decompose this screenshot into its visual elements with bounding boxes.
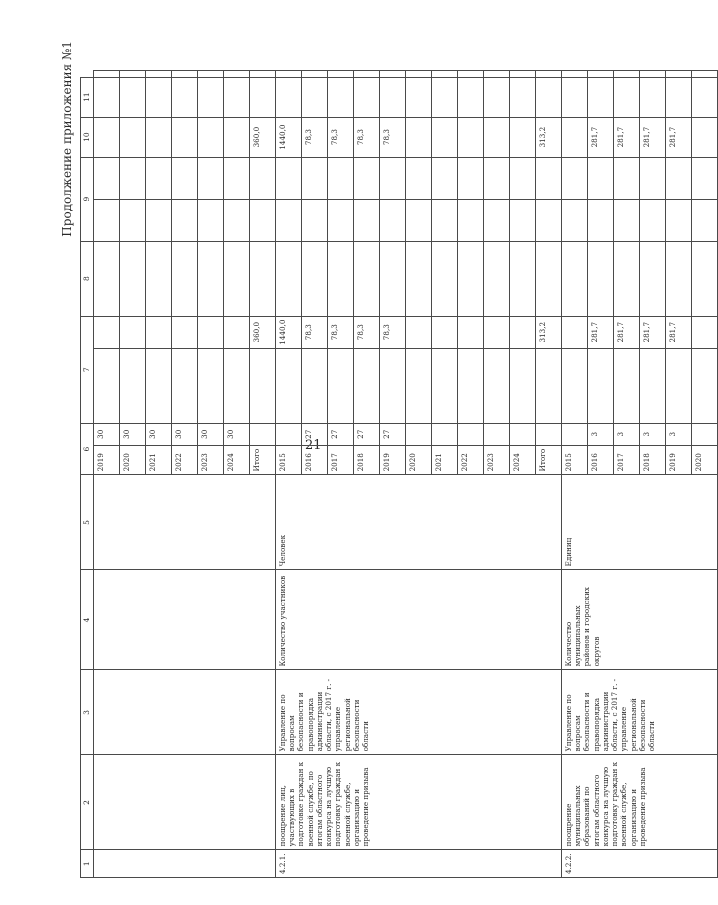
item-unit: Единиц bbox=[562, 475, 718, 570]
sum-cell bbox=[562, 316, 588, 348]
col11-cell bbox=[536, 70, 562, 77]
col8-cell bbox=[94, 199, 120, 241]
column-header: 7 bbox=[81, 316, 94, 423]
spacer-cell bbox=[510, 241, 536, 316]
sum-cell: 281,7 bbox=[614, 316, 640, 348]
continuation-cell bbox=[94, 670, 276, 755]
sum-cell bbox=[198, 316, 224, 348]
col10-cell bbox=[94, 77, 120, 117]
col11-cell bbox=[588, 70, 614, 77]
col10-cell bbox=[432, 77, 458, 117]
col8-cell bbox=[198, 199, 224, 241]
sum-cell: 1440,0 bbox=[276, 117, 302, 157]
spacer-cell bbox=[536, 241, 562, 316]
year-cell: 2017 bbox=[328, 445, 354, 475]
sum-cell bbox=[146, 316, 172, 348]
col11-cell bbox=[198, 70, 224, 77]
sum-cell: 78,3 bbox=[380, 316, 406, 348]
col10-cell bbox=[666, 77, 692, 117]
item-indicator: Количество муниципальных районов и городских округов bbox=[562, 570, 718, 670]
year-cell: 2024 bbox=[510, 445, 536, 475]
spacer-cell bbox=[484, 241, 510, 316]
col10-cell bbox=[198, 77, 224, 117]
sum-cell bbox=[692, 316, 718, 348]
year-cell: 2020 bbox=[406, 445, 432, 475]
col8-cell bbox=[406, 199, 432, 241]
col11-cell bbox=[510, 70, 536, 77]
spacer-cell bbox=[536, 348, 562, 423]
sum-cell bbox=[224, 316, 250, 348]
col11-cell bbox=[458, 70, 484, 77]
spacer-cell bbox=[588, 241, 614, 316]
col10-cell bbox=[224, 77, 250, 117]
spacer-cell bbox=[406, 348, 432, 423]
sum-cell: 281,7 bbox=[666, 316, 692, 348]
col11-cell bbox=[250, 70, 276, 77]
col10-cell bbox=[484, 77, 510, 117]
item-indicator: Количество участников bbox=[276, 570, 562, 670]
col10-cell bbox=[692, 77, 718, 117]
spacer-cell bbox=[614, 157, 640, 199]
sum-cell bbox=[406, 316, 432, 348]
col10-cell bbox=[640, 77, 666, 117]
sum-cell bbox=[94, 316, 120, 348]
col8-cell bbox=[432, 199, 458, 241]
sum-cell: 360,0 bbox=[250, 316, 276, 348]
col8-cell bbox=[536, 199, 562, 241]
col8-cell bbox=[484, 199, 510, 241]
spacer-cell bbox=[224, 348, 250, 423]
spacer-cell bbox=[172, 348, 198, 423]
item-number: 4.2.2. bbox=[562, 850, 718, 878]
spacer-cell bbox=[380, 241, 406, 316]
spacer-cell bbox=[692, 241, 718, 316]
sum-cell bbox=[198, 117, 224, 157]
sum-cell: 78,3 bbox=[354, 316, 380, 348]
year-cell: Итого bbox=[250, 445, 276, 475]
spacer-cell bbox=[276, 348, 302, 423]
spacer-cell bbox=[380, 348, 406, 423]
quantity-cell bbox=[484, 423, 510, 445]
spacer-cell bbox=[120, 241, 146, 316]
year-cell: 2015 bbox=[562, 445, 588, 475]
quantity-cell bbox=[692, 423, 718, 445]
col8-cell bbox=[588, 199, 614, 241]
col10-cell bbox=[276, 77, 302, 117]
sum-cell bbox=[510, 316, 536, 348]
sum-cell: 281,7 bbox=[640, 316, 666, 348]
col8-cell bbox=[224, 199, 250, 241]
year-cell: 2022 bbox=[458, 445, 484, 475]
quantity-cell bbox=[458, 423, 484, 445]
col8-cell bbox=[614, 199, 640, 241]
sum-cell bbox=[432, 316, 458, 348]
spacer-cell bbox=[380, 157, 406, 199]
year-cell: 2017 bbox=[614, 445, 640, 475]
sum-cell bbox=[432, 117, 458, 157]
sum-cell: 78,3 bbox=[302, 316, 328, 348]
year-cell: 2016 bbox=[302, 445, 328, 475]
item-name: поощрение лиц, участвующих в подготовке граждан к военной службе, по итогам областного конкурса на лучшую подготовку граждан к военной службе, организацию и проведение призыва bbox=[276, 755, 562, 850]
quantity-cell: 3 bbox=[614, 423, 640, 445]
spacer-cell bbox=[120, 348, 146, 423]
sum-cell: 313,2 bbox=[536, 316, 562, 348]
spacer-cell bbox=[406, 241, 432, 316]
spacer-cell bbox=[198, 348, 224, 423]
column-header: 3 bbox=[81, 670, 94, 755]
spacer-cell bbox=[458, 157, 484, 199]
spacer-cell bbox=[94, 157, 120, 199]
item-executor: Управление по вопросам безопасности и правопорядка администрации области, с 2017 г. - управление региональной безопасности области bbox=[562, 670, 718, 755]
column-header: 5 bbox=[81, 475, 94, 570]
item-executor: Управление по вопросам безопасности и правопорядка администрации области, с 2017 г. - управление региональной безопасности области bbox=[276, 670, 562, 755]
spacer-cell bbox=[302, 241, 328, 316]
spacer-cell bbox=[432, 241, 458, 316]
spacer-cell bbox=[692, 157, 718, 199]
spacer-cell bbox=[432, 348, 458, 423]
quantity-cell: 30 bbox=[146, 423, 172, 445]
col11-cell bbox=[640, 70, 666, 77]
spacer-cell bbox=[614, 241, 640, 316]
year-cell: 2023 bbox=[198, 445, 224, 475]
col10-cell bbox=[562, 77, 588, 117]
col8-cell bbox=[380, 199, 406, 241]
year-cell: 2020 bbox=[692, 445, 718, 475]
sum-cell bbox=[484, 117, 510, 157]
quantity-cell: 3 bbox=[666, 423, 692, 445]
spacer-cell bbox=[484, 157, 510, 199]
spacer-cell bbox=[562, 348, 588, 423]
spacer-cell bbox=[94, 348, 120, 423]
col8-cell bbox=[120, 199, 146, 241]
quantity-cell: 30 bbox=[94, 423, 120, 445]
quantity-cell: 3 bbox=[588, 423, 614, 445]
col8-cell bbox=[510, 199, 536, 241]
sum-cell bbox=[458, 117, 484, 157]
col11-cell bbox=[146, 70, 172, 77]
col8-cell bbox=[692, 199, 718, 241]
spacer-cell bbox=[692, 348, 718, 423]
col10-cell bbox=[536, 77, 562, 117]
year-cell: 2016 bbox=[588, 445, 614, 475]
table-row bbox=[276, 70, 302, 877]
col8-cell bbox=[328, 199, 354, 241]
spacer-cell bbox=[250, 241, 276, 316]
col8-cell bbox=[666, 199, 692, 241]
quantity-cell: 27 bbox=[302, 423, 328, 445]
spacer-cell bbox=[94, 241, 120, 316]
sum-cell: 281,7 bbox=[640, 117, 666, 157]
sum-cell bbox=[510, 117, 536, 157]
spacer-cell bbox=[666, 348, 692, 423]
sum-cell bbox=[224, 117, 250, 157]
sum-cell bbox=[94, 117, 120, 157]
spacer-cell bbox=[250, 157, 276, 199]
quantity-cell bbox=[510, 423, 536, 445]
year-cell: 2015 bbox=[276, 445, 302, 475]
spacer-cell bbox=[406, 157, 432, 199]
col10-cell bbox=[458, 77, 484, 117]
sum-cell: 281,7 bbox=[588, 316, 614, 348]
spacer-cell bbox=[146, 348, 172, 423]
col10-cell bbox=[510, 77, 536, 117]
col10-cell bbox=[406, 77, 432, 117]
spacer-cell bbox=[666, 157, 692, 199]
spacer-cell bbox=[146, 241, 172, 316]
quantity-cell: 30 bbox=[224, 423, 250, 445]
spacer-cell bbox=[458, 241, 484, 316]
year-cell: 2021 bbox=[146, 445, 172, 475]
spacer-cell bbox=[224, 241, 250, 316]
spacer-cell bbox=[120, 157, 146, 199]
spacer-cell bbox=[146, 157, 172, 199]
col10-cell bbox=[172, 77, 198, 117]
sum-cell: 78,3 bbox=[328, 316, 354, 348]
quantity-cell bbox=[432, 423, 458, 445]
spacer-cell bbox=[510, 157, 536, 199]
sum-cell bbox=[172, 316, 198, 348]
sum-cell: 281,7 bbox=[614, 117, 640, 157]
col8-cell bbox=[562, 199, 588, 241]
spacer-cell bbox=[614, 348, 640, 423]
column-header: 10 bbox=[81, 117, 94, 157]
spacer-cell bbox=[276, 157, 302, 199]
spacer-cell bbox=[328, 157, 354, 199]
sum-cell bbox=[172, 117, 198, 157]
col10-cell bbox=[302, 77, 328, 117]
year-cell: 2024 bbox=[224, 445, 250, 475]
col11-cell bbox=[172, 70, 198, 77]
col11-cell bbox=[328, 70, 354, 77]
sum-cell bbox=[484, 316, 510, 348]
year-cell: Итого bbox=[536, 445, 562, 475]
spacer-cell bbox=[458, 348, 484, 423]
page-caption: Продолжение приложения №1 bbox=[60, 41, 74, 237]
col11-cell bbox=[484, 70, 510, 77]
year-cell: 2019 bbox=[666, 445, 692, 475]
quantity-cell: 3 bbox=[640, 423, 666, 445]
spacer-cell bbox=[588, 157, 614, 199]
header-row bbox=[81, 70, 94, 877]
col10-cell bbox=[328, 77, 354, 117]
col11-cell bbox=[406, 70, 432, 77]
year-cell: 2023 bbox=[484, 445, 510, 475]
quantity-cell: 30 bbox=[198, 423, 224, 445]
col11-cell bbox=[276, 70, 302, 77]
sum-cell: 1440,0 bbox=[276, 316, 302, 348]
col11-cell bbox=[562, 70, 588, 77]
sum-cell: 281,7 bbox=[588, 117, 614, 157]
spacer-cell bbox=[328, 241, 354, 316]
spacer-cell bbox=[172, 241, 198, 316]
spacer-cell bbox=[328, 348, 354, 423]
column-header: 4 bbox=[81, 570, 94, 670]
col11-cell bbox=[692, 70, 718, 77]
year-cell: 2020 bbox=[120, 445, 146, 475]
sum-cell bbox=[120, 117, 146, 157]
col11-cell bbox=[432, 70, 458, 77]
continuation-cell bbox=[94, 755, 276, 850]
quantity-cell bbox=[536, 423, 562, 445]
col11-cell bbox=[614, 70, 640, 77]
spacer-cell bbox=[510, 348, 536, 423]
spacer-cell bbox=[432, 157, 458, 199]
sum-cell: 78,3 bbox=[302, 117, 328, 157]
spacer-cell bbox=[666, 241, 692, 316]
quantity-cell bbox=[276, 423, 302, 445]
col10-cell bbox=[354, 77, 380, 117]
col10-cell bbox=[146, 77, 172, 117]
col10-cell bbox=[614, 77, 640, 117]
col8-cell bbox=[354, 199, 380, 241]
spacer-cell bbox=[276, 241, 302, 316]
sum-cell bbox=[458, 316, 484, 348]
col11-cell bbox=[354, 70, 380, 77]
continuation-cell bbox=[94, 475, 276, 570]
col8-cell bbox=[172, 199, 198, 241]
spacer-cell bbox=[354, 157, 380, 199]
sum-cell bbox=[692, 117, 718, 157]
col11-cell bbox=[302, 70, 328, 77]
quantity-cell bbox=[562, 423, 588, 445]
year-cell: 2022 bbox=[172, 445, 198, 475]
sum-cell bbox=[406, 117, 432, 157]
col8-cell bbox=[276, 199, 302, 241]
spacer-cell bbox=[302, 348, 328, 423]
column-header: 11 bbox=[81, 77, 94, 117]
spacer-cell bbox=[484, 348, 510, 423]
spacer-cell bbox=[198, 241, 224, 316]
sum-cell bbox=[146, 117, 172, 157]
quantity-cell: 27 bbox=[328, 423, 354, 445]
sum-cell: 78,3 bbox=[328, 117, 354, 157]
column-header: 6 bbox=[81, 423, 94, 475]
spacer-cell bbox=[562, 157, 588, 199]
sum-cell: 360,0 bbox=[250, 117, 276, 157]
spacer-cell bbox=[640, 348, 666, 423]
col10-cell bbox=[250, 77, 276, 117]
spacer-cell bbox=[640, 157, 666, 199]
col8-cell bbox=[302, 199, 328, 241]
column-header: 2 bbox=[81, 755, 94, 850]
year-cell: 2019 bbox=[94, 445, 120, 475]
table-row bbox=[562, 70, 588, 877]
sum-cell: 281,7 bbox=[666, 117, 692, 157]
column-header: 1 bbox=[81, 850, 94, 878]
quantity-cell: 27 bbox=[354, 423, 380, 445]
spacer-cell bbox=[354, 348, 380, 423]
continuation-cell bbox=[94, 570, 276, 670]
quantity-cell: 27 bbox=[380, 423, 406, 445]
spacer-cell bbox=[588, 348, 614, 423]
spacer-cell bbox=[536, 157, 562, 199]
col8-cell bbox=[250, 199, 276, 241]
spacer-cell bbox=[198, 157, 224, 199]
col11-cell bbox=[120, 70, 146, 77]
quantity-cell bbox=[406, 423, 432, 445]
rotated-page bbox=[60, 33, 703, 878]
col10-cell bbox=[380, 77, 406, 117]
quantity-cell bbox=[250, 423, 276, 445]
column-header: 8 bbox=[81, 241, 94, 316]
spacer-cell bbox=[172, 157, 198, 199]
spacer-cell bbox=[640, 241, 666, 316]
sum-cell bbox=[562, 117, 588, 157]
sum-cell: 78,3 bbox=[354, 117, 380, 157]
item-name: поощрение муниципальных образований по итогам областного конкурса на лучшую подготовку граждан к военной службе, организацию и проведение призыва bbox=[562, 755, 718, 850]
col11-cell bbox=[224, 70, 250, 77]
year-cell: 2021 bbox=[432, 445, 458, 475]
quantity-cell: 30 bbox=[172, 423, 198, 445]
spacer-cell bbox=[224, 157, 250, 199]
col8-cell bbox=[458, 199, 484, 241]
item-number: 4.2.1. bbox=[276, 850, 562, 878]
sum-cell: 78,3 bbox=[380, 117, 406, 157]
item-unit: Человек bbox=[276, 475, 562, 570]
program-table bbox=[80, 70, 718, 878]
table-row bbox=[94, 70, 120, 877]
col8-cell bbox=[146, 199, 172, 241]
col10-cell bbox=[120, 77, 146, 117]
continuation-cell bbox=[94, 850, 276, 878]
col8-cell bbox=[640, 199, 666, 241]
year-cell: 2018 bbox=[354, 445, 380, 475]
quantity-cell: 30 bbox=[120, 423, 146, 445]
sum-cell: 313,2 bbox=[536, 117, 562, 157]
column-header: 9 bbox=[81, 157, 94, 241]
year-cell: 2018 bbox=[640, 445, 666, 475]
col11-cell bbox=[94, 70, 120, 77]
sum-cell bbox=[120, 316, 146, 348]
spacer-cell bbox=[354, 241, 380, 316]
spacer-cell bbox=[250, 348, 276, 423]
col11-cell bbox=[380, 70, 406, 77]
col10-cell bbox=[588, 77, 614, 117]
col11-cell bbox=[666, 70, 692, 77]
spacer-cell bbox=[302, 157, 328, 199]
spacer-cell bbox=[562, 241, 588, 316]
page-number: 21 bbox=[305, 438, 322, 453]
year-cell: 2019 bbox=[380, 445, 406, 475]
